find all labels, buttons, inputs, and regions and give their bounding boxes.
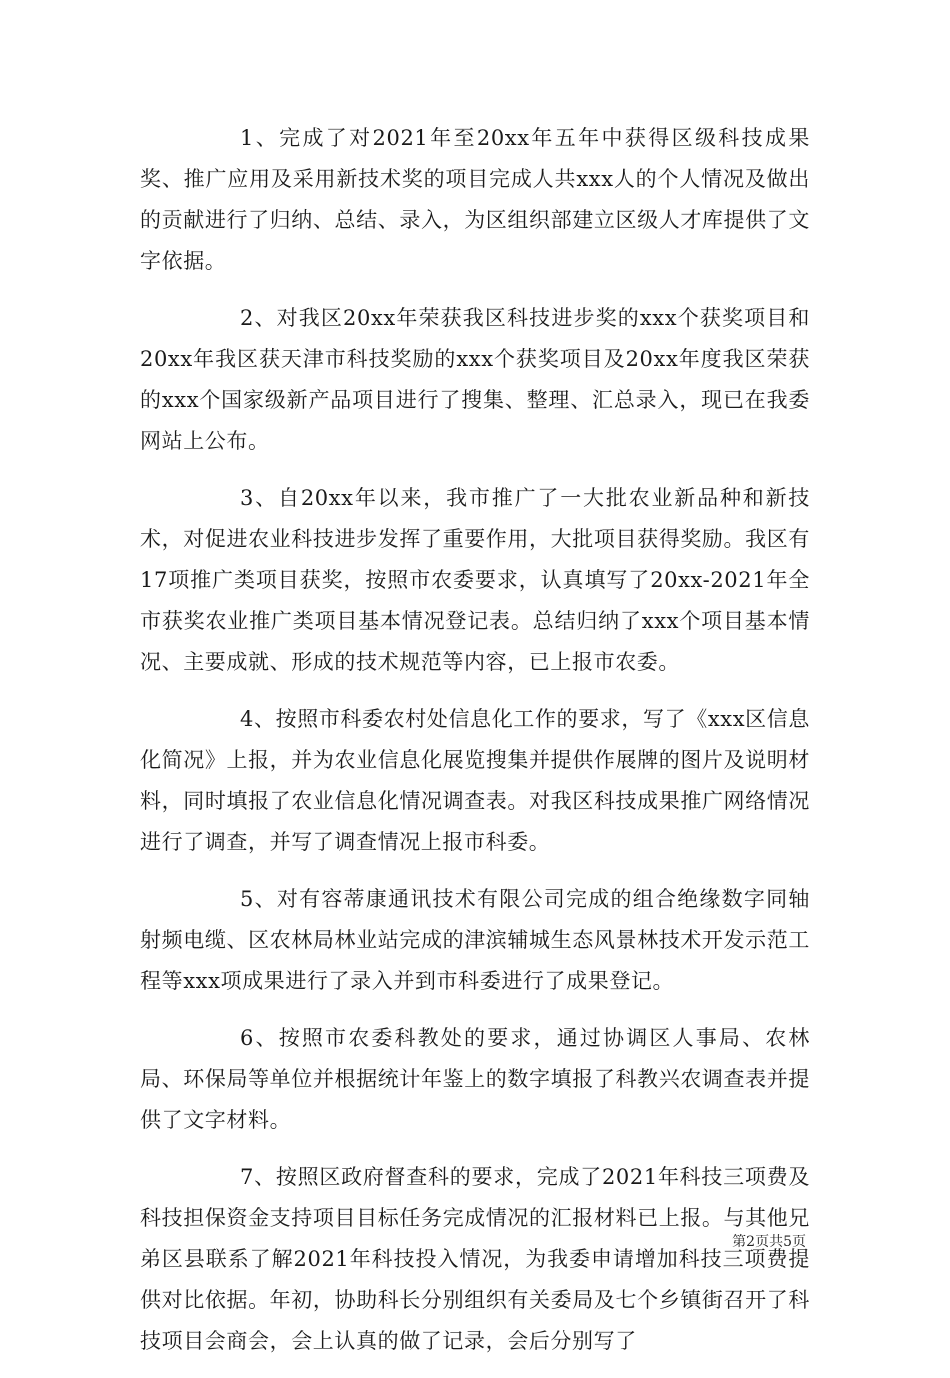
paragraph-1: 1、完成了对2021年至20xx年五年中获得区级科技成果奖、推广应用及采用新技术奖的项目完成人共xxx人的个人情况及做出的贡献进行了归纳、总结、录入，为区组织部建立区级人才库提供了文字依据。 [140,126,810,273]
paragraph-3: 3、自20xx年以来，我市推广了一大批农业新品种和新技术，对促进农业科技进步发挥了重要作用，大批项目获得奖励。我区有17项推广类项目获奖，按照市农委要求，认真填写了20xx-2021年全市获奖农业推广类项目基本情况登记表。总结归纳了xxx个项目基本情况、主要成就、形成的技术规范等内容，已上报市农委。 [140,486,810,674]
paragraph-6: 6、按照市农委科教处的要求，通过协调区人事局、农林局、环保局等单位并根据统计年鉴上的数字填报了科教兴农调查表并提供了文字材料。 [140,1026,810,1132]
page-number-footer: 第2页共5页 [732,1234,806,1250]
paragraph-2: 2、对我区20xx年荣获我区科技进步奖的xxx个获奖项目和20xx年我区获天津市科技奖励的xxx个获奖项目及20xx年度我区荣获的xxx个国家级新产品项目进行了搜集、整理、汇总录入，现已在我委网站上公布。 [140,306,810,453]
document-body [140,118,810,1378]
paragraph-4: 4、按照市科委农村处信息化工作的要求，写了《xxx区信息化简况》上报，并为农业信息化展览搜集并提供作展牌的图片及说明材料，同时填报了农业信息化情况调查表。对我区科技成果推广网络情况进行了调查，并写了调查情况上报市科委。 [140,707,810,854]
paragraph-5: 5、对有容蒂康通讯技术有限公司完成的组合绝缘数字同轴射频电缆、区农林局林业站完成的津滨辅城生态风景林技术开发示范工程等xxx项成果进行了录入并到市科委进行了成果登记。 [140,887,810,993]
paragraph-7: 7、按照区政府督查科的要求，完成了2021年科技三项费及科技担保资金支持项目目标任务完成情况的汇报材料已上报。与其他兄弟区县联系了解2021年科技投入情况，为我委申请增加科技三项费提供对比依据。年初，协助科长分别组织有关委局及七个乡镇街召开了科技项目会商会，会上认真的做了记录，会后分别写了 [140,1165,810,1353]
